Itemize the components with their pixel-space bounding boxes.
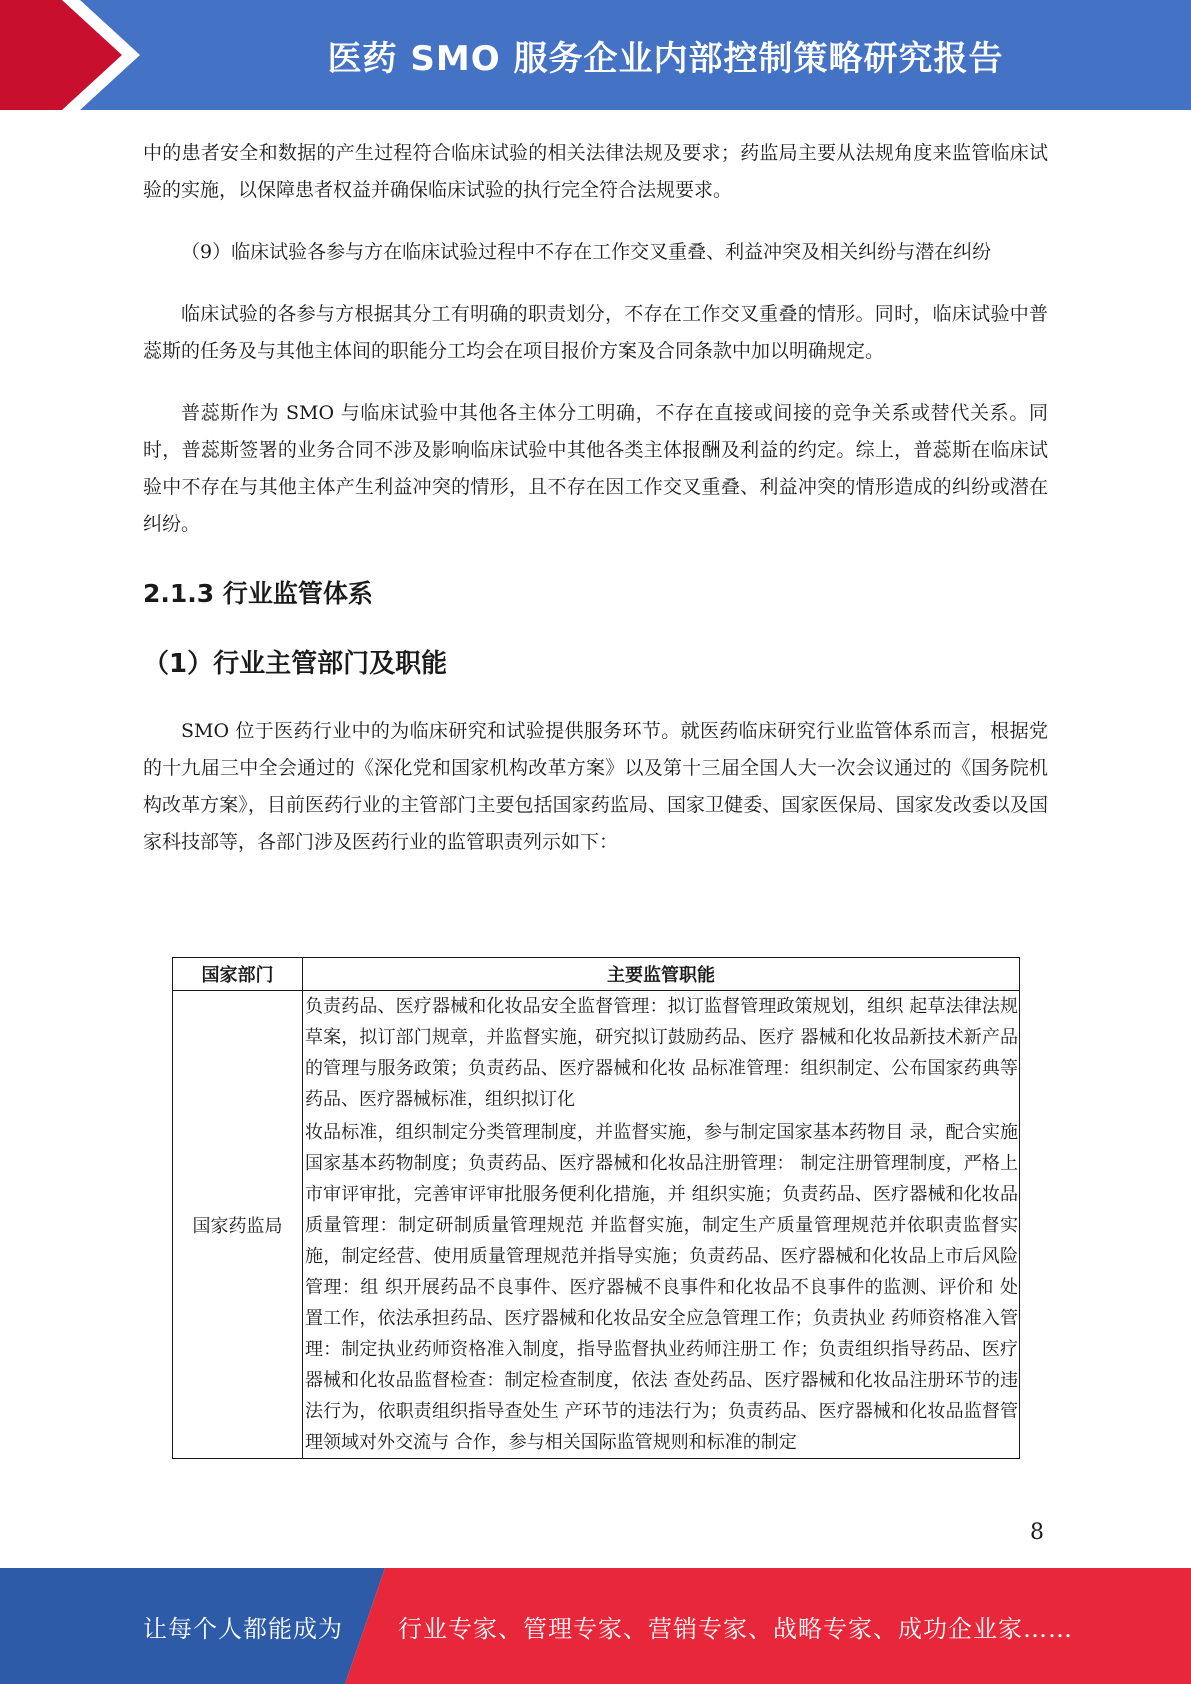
subsection-heading: （1）行业主管部门及职能 bbox=[143, 649, 448, 679]
header-chevron-decoration bbox=[0, 0, 160, 110]
table-header-row bbox=[173, 958, 1020, 991]
duties-text-part-1: 负责药品、医疗器械和化妆品安全监督管理：拟订监督管理政策规划，组织 起草法律法规草案，拟订部门规章，并监督实施，研究拟订鼓励药品、医疗 器械和化妆品新技术新产品的管理与服务政策；负责药品、医疗器械和化妆 品标准管理：组织制定、公布国家药典等药品、医疗器械标准，组织拟订化 bbox=[305, 996, 1018, 1110]
paragraph-regulator-roles: 中的患者安全和数据的产生过程符合临床试验的相关法律法规及要求；药监局主要从法规角度来监管临床试验的实施，以保障患者权益并确保临床试验的执行完全符合法规要求。 bbox=[143, 142, 1048, 201]
footer-slogan-right: 行业专家、管理专家、营销专家、战略专家、成功企业家…… bbox=[398, 1614, 1073, 1643]
footer-slogan-left: 让每个人都能成为 bbox=[143, 1614, 343, 1643]
regulator-table bbox=[172, 957, 1019, 1459]
column-header-department: 国家部门 bbox=[173, 958, 303, 991]
duties-text-part-2: 妆品标准，组织制定分类管理制度，并监督实施，参与制定国家基本药物目 录，配合实施国家基本药物制度；负责药品、医疗器械和化妆品注册管理： 制定注册管理制度，严格上市审评审批，完善审评审批服务便利化措施，并 组织实施；负责药品、医疗器械和化妆品质量管理：制定研制质量管理规范 并监督实施，制定生产质量管理规范并依职责监督实施，制定经营、使用质量管理规范并指导实施；负责药品、医疗器械和化妆品上市后风险管理：组 织开展药品不良事件、医疗器械不良事件和化妆品不良事件的监测、评价和 处置工作，依法承担药品、医疗器械和化妆品安全应急管理工作；负责执业 药师资格准入管理：制定执业药师资格准入制度，指导监督执业药师注册工 作；负责组织指导药品、医疗器械和化妆品监督检查：制定检查制度，依法 查处药品、医疗器械和化妆品注册环节的违法行为，依职责组织指导查处生 产环节的违法行为；负责药品、医疗器械和化妆品监督管理领域对外交流与 合作，参与相关国际监管规则和标准的制定 bbox=[305, 1122, 1018, 1453]
page-footer bbox=[0, 1568, 1191, 1684]
page-number: 8 bbox=[1030, 1520, 1044, 1545]
paragraph-no-conflict: 普蕊斯作为 SMO 与临床试验中其他各主体分工明确，不存在直接或间接的竞争关系或替代关系。同时，普蕊斯签署的业务合同不涉及影响临床试验中其他各类主体报酬及利益的约定。综上，普蕊斯在临床试验中不存在与其他主体产生利益冲突的情形，且不存在因工作交叉重叠、利益冲突的情形造成的纠纷或潜在纠纷。 bbox=[143, 402, 1048, 535]
report-title: 医药 SMO 服务企业内部控制策略研究报告 bbox=[327, 38, 1004, 79]
section-heading: 2.1.3 行业监管体系 bbox=[143, 579, 373, 608]
page-header bbox=[0, 0, 1191, 110]
department-cell: 国家药监局 bbox=[173, 991, 303, 1459]
document-body bbox=[143, 135, 1048, 861]
paragraph-regulatory-system: SMO 位于医药行业中的为临床研究和试验提供服务环节。就医药临床研究行业监管体系而言，根据党的十九届三中全会通过的《深化党和国家机构改革方案》以及第十三届全国人大一次会议通过的《国务院机构改革方案》，目前医药行业的主管部门主要包括国家药监局、国家卫健委、国家医保局、国家发改委以及国家科技部等，各部门涉及医药行业的监管职责列示如下： bbox=[143, 720, 1048, 853]
duties-cell bbox=[303, 991, 1020, 1459]
paragraph-responsibilities: 临床试验的各参与方根据其分工有明确的职责划分，不存在工作交叉重叠的情形。同时，临床试验中普蕊斯的任务及与其他主体间的职能分工均会在项目报价方案及合同条款中加以明确规定。 bbox=[143, 303, 1048, 362]
column-header-duties: 主要监管职能 bbox=[303, 958, 1020, 991]
table-row bbox=[173, 991, 1020, 1459]
paragraph-item-9-heading: （9）临床试验各参与方在临床试验过程中不存在工作交叉重叠、利益冲突及相关纠纷与潜在纠纷 bbox=[181, 241, 992, 263]
